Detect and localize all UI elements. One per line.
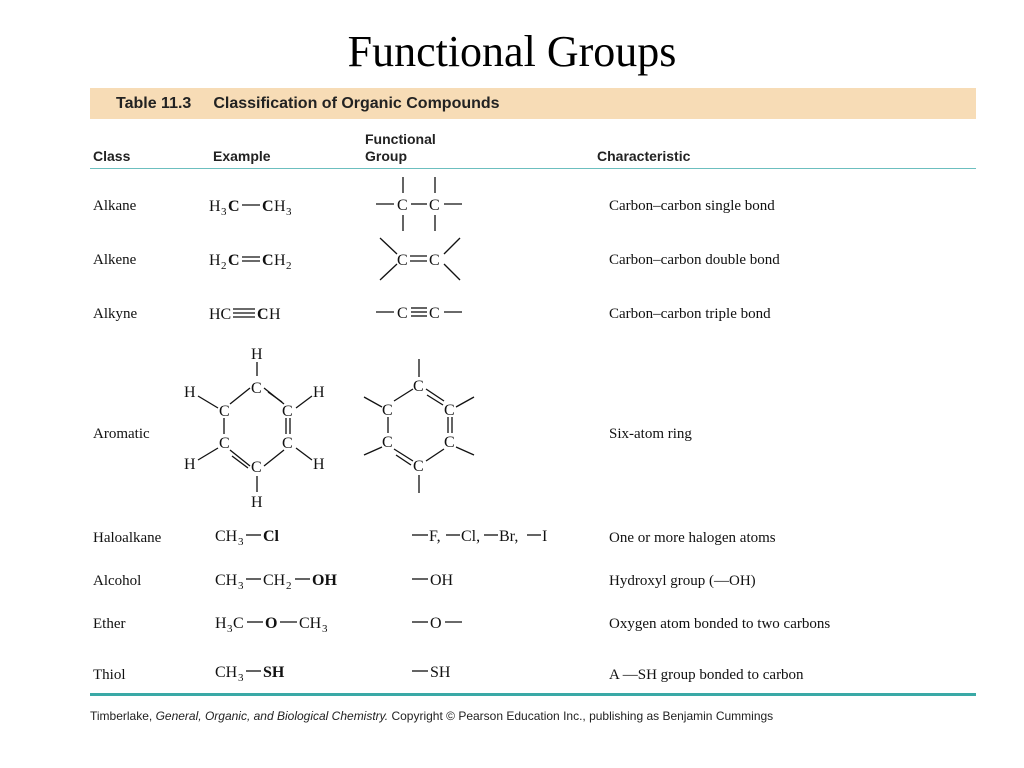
slide-title: Functional Groups: [347, 27, 677, 76]
class-cell: Alkane: [93, 198, 137, 214]
benzene-example-structure: [178, 342, 338, 519]
alkyne-example-formula: [205, 301, 315, 332]
thiol-functional-group: [410, 661, 480, 692]
citation-author: Timberlake,: [90, 709, 156, 723]
svg-text:3: 3: [286, 206, 292, 218]
svg-text:I: I: [542, 528, 548, 545]
thiol-example-formula: [213, 661, 313, 692]
svg-text:F,: F,: [429, 528, 441, 545]
svg-text:H: H: [209, 252, 221, 269]
svg-text:C: C: [262, 252, 274, 269]
haloalkane-functional-group: [410, 525, 570, 556]
svg-text:H: H: [215, 615, 227, 632]
svg-text:3: 3: [221, 206, 227, 218]
svg-text:C: C: [257, 306, 269, 323]
svg-text:Cl,: Cl,: [461, 528, 481, 545]
characteristic-cell: Carbon–carbon single bond: [609, 198, 775, 214]
svg-text:O: O: [265, 615, 278, 632]
header-class: Class: [93, 148, 131, 164]
citation-copyright: Copyright © Pearson Education Inc., publishing as Benjamin Cummings: [388, 709, 774, 723]
characteristic-cell: A —SH group bonded to carbon: [609, 667, 804, 683]
class-cell: Alcohol: [93, 573, 142, 589]
characteristic-cell: Carbon–carbon double bond: [609, 252, 780, 268]
svg-text:2: 2: [286, 260, 292, 272]
svg-text:H: H: [209, 198, 221, 215]
svg-text:C: C: [251, 459, 262, 476]
svg-text:OH: OH: [430, 572, 454, 589]
svg-text:H: H: [184, 384, 196, 401]
ether-example-formula: [213, 612, 363, 643]
svg-text:C: C: [444, 434, 455, 451]
svg-text:C: C: [382, 402, 393, 419]
class-cell: Haloalkane: [93, 530, 162, 546]
characteristic-cell: Carbon–carbon triple bond: [609, 306, 771, 322]
svg-text:Cl: Cl: [263, 528, 279, 545]
svg-text:C: C: [262, 198, 274, 215]
class-cell: Aromatic: [93, 426, 150, 442]
svg-text:SH: SH: [430, 664, 451, 681]
header-functional-group-line1: Functional: [365, 131, 436, 147]
svg-text:3: 3: [322, 623, 328, 635]
svg-text:C: C: [228, 252, 240, 269]
characteristic-cell: Hydroxyl group (—OH): [609, 573, 756, 589]
svg-text:2: 2: [221, 260, 227, 272]
header-functional-group-line2: Group: [365, 148, 407, 164]
svg-text:C: C: [251, 380, 262, 397]
class-cell: Thiol: [93, 667, 126, 683]
svg-text:C: C: [429, 252, 440, 269]
svg-text:2: 2: [286, 580, 292, 592]
alcohol-example-formula: [213, 569, 363, 600]
svg-text:H: H: [251, 494, 263, 511]
header-divider: [90, 168, 976, 169]
source-citation: [90, 709, 773, 723]
aromatic-functional-group: [356, 355, 480, 502]
svg-text:CH: CH: [299, 615, 322, 632]
svg-text:3: 3: [238, 580, 244, 592]
svg-text:C: C: [429, 305, 440, 322]
svg-text:C: C: [397, 252, 408, 269]
svg-text:CH: CH: [215, 572, 238, 589]
svg-text:C: C: [397, 197, 408, 214]
table-number: Table 11.3: [116, 94, 192, 112]
table-caption: [90, 88, 976, 119]
svg-text:C: C: [444, 402, 455, 419]
characteristic-cell: Six-atom ring: [609, 426, 692, 442]
svg-text:3: 3: [227, 623, 233, 635]
svg-text:H: H: [274, 198, 286, 215]
svg-text:C: C: [397, 305, 408, 322]
svg-text:3: 3: [238, 536, 244, 548]
haloalkane-example-formula: [213, 525, 313, 556]
svg-text:C: C: [228, 198, 240, 215]
alkane-functional-group: [372, 173, 472, 240]
class-cell: Alkyne: [93, 306, 138, 322]
svg-text:CH: CH: [215, 664, 238, 681]
svg-text:C: C: [429, 197, 440, 214]
svg-text:SH: SH: [263, 664, 285, 681]
svg-text:O: O: [430, 615, 442, 632]
svg-text:CH: CH: [215, 528, 238, 545]
svg-text:3: 3: [238, 672, 244, 684]
svg-text:CH: CH: [263, 572, 286, 589]
alcohol-functional-group: [410, 569, 480, 600]
table-caption-text: Classification of Organic Compounds: [213, 94, 500, 112]
svg-text:C: C: [282, 403, 293, 420]
svg-text:H: H: [274, 252, 286, 269]
alkene-example-formula: [205, 247, 315, 278]
svg-text:H: H: [313, 384, 325, 401]
svg-text:H: H: [184, 456, 196, 473]
svg-text:H: H: [251, 346, 263, 363]
svg-text:H: H: [313, 456, 325, 473]
svg-text:C: C: [282, 435, 293, 452]
svg-text:Br,: Br,: [499, 528, 519, 545]
svg-text:C: C: [219, 403, 230, 420]
table-bottom-rule: [90, 693, 976, 696]
svg-text:C: C: [382, 434, 393, 451]
svg-text:C: C: [233, 615, 244, 632]
characteristic-cell: Oxygen atom bonded to two carbons: [609, 616, 831, 632]
header-characteristic: Characteristic: [597, 148, 691, 164]
svg-text:H: H: [269, 306, 281, 323]
ether-functional-group: [410, 612, 480, 643]
class-cell: Ether: [93, 616, 126, 632]
svg-text:HC: HC: [209, 306, 232, 323]
svg-text:OH: OH: [312, 572, 337, 589]
characteristic-cell: One or more halogen atoms: [609, 530, 776, 546]
svg-text:C: C: [413, 378, 424, 395]
class-cell: Alkene: [93, 252, 137, 268]
svg-text:C: C: [413, 458, 424, 475]
alkene-functional-group: [372, 232, 472, 293]
header-functional-group: [365, 131, 436, 165]
svg-text:C: C: [219, 435, 230, 452]
alkyne-functional-group: [372, 300, 472, 331]
header-example: Example: [213, 148, 271, 164]
citation-book-title: General, Organic, and Biological Chemistry.: [155, 709, 389, 723]
alkane-example-formula: [205, 193, 315, 224]
